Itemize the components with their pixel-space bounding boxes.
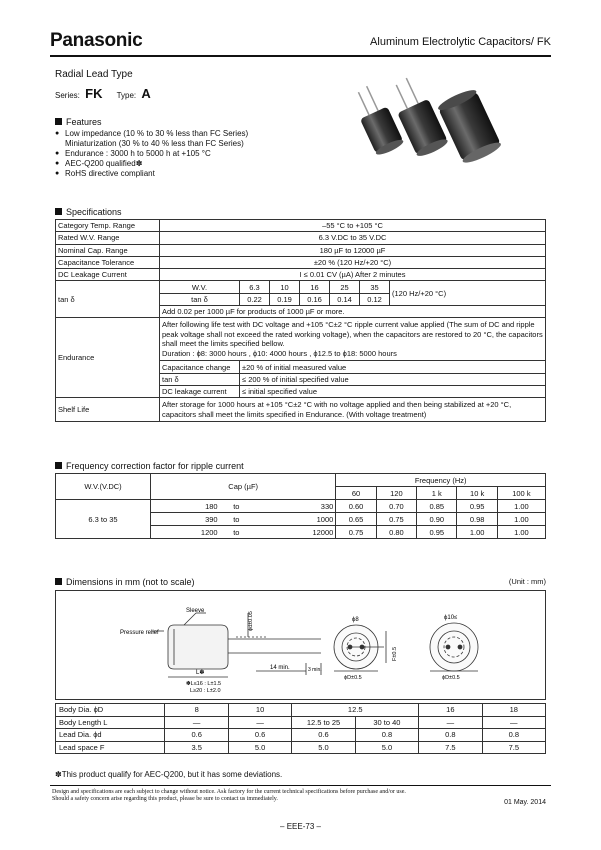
dim-cell: 5.0 — [228, 741, 291, 754]
tan-wv-cell: 16 — [300, 281, 330, 293]
dim-cell: 16 — [419, 704, 482, 717]
table-row — [56, 729, 546, 742]
endurance-key: DC leakage current — [160, 385, 240, 397]
length-tol-1: ✽L≤16 : L±1.5 — [186, 681, 222, 687]
square-bullet-icon — [55, 462, 62, 469]
lead-dia-label: ϕd±0.05 — [248, 611, 254, 631]
disclaimer-line: Should a safety concern arise regarding this product, please be sure to contact us immediately. — [52, 796, 278, 802]
tan-value-cell: 0.12 — [360, 293, 390, 305]
pressure-relief-label: Pressure relief — [120, 630, 159, 636]
shelf-text: After storage for 1000 hours at +105 °C±2 °C with no voltage applied and then being stabilized at +20 °C, capacitors shall meet the limits specified in Endurance. (With voltage treatment) — [160, 398, 546, 422]
factor-cell: 1.00 — [497, 513, 545, 526]
feature-item: ● Low impedance (10 % to 30 % less than FC Series) — [55, 129, 248, 139]
endurance-key: Capacitance change — [160, 361, 240, 373]
cap-from: 1200 — [151, 526, 220, 539]
factor-cell: 0.75 — [336, 526, 376, 539]
wv-cell: 6.3 to 35 — [56, 500, 151, 539]
cap-to-word: to — [220, 526, 253, 539]
specifications-heading: Specifications — [55, 207, 122, 217]
factor-cell: 1.00 — [497, 526, 545, 539]
tan-wv-label: W.V. — [160, 281, 240, 293]
type-value: A — [141, 86, 151, 101]
table-row — [56, 741, 546, 754]
factor-cell: 0.90 — [417, 513, 457, 526]
cap-from: 180 — [151, 500, 220, 513]
endurance-duration: Duration : ϕ8: 3000 hours , ϕ10: 4000 hours , ϕ12.5 to ϕ18: 5000 hours — [162, 348, 397, 358]
sleeve-label: Sleeve — [186, 608, 205, 614]
dim-cell: — — [165, 716, 228, 729]
spec-label: Category Temp. Range — [56, 220, 160, 232]
disclaimer-line: Design and specifications are each subject to change without notice. Ask factory for the current technical specifications before purchase and/or use. — [52, 789, 406, 795]
factor-cell: 1.00 — [457, 526, 497, 539]
min3-label: 3 min. — [308, 667, 322, 673]
dim-cell: 0.8 — [419, 729, 482, 742]
dim-cell: 30 to 40 — [355, 716, 418, 729]
row-label: Lead space F — [56, 741, 165, 754]
aec-footnote: ✽This product qualify for AEC-Q200, but it has some deviations. — [55, 770, 283, 779]
table-row — [56, 474, 546, 487]
freq-header-cell: 1 k — [417, 487, 457, 500]
brand-logo: Panasonic — [50, 30, 143, 51]
cap-to: 1000 — [253, 513, 336, 526]
cap-to-word: to — [220, 500, 253, 513]
document-title: Aluminum Electrolytic Capacitors/ FK — [370, 36, 551, 48]
factor-cell: 0.95 — [457, 500, 497, 513]
dimension-diagram — [56, 591, 545, 699]
freq-header-cell: 120 — [376, 487, 416, 500]
dim-cell: 0.6 — [292, 729, 355, 742]
cap-from: 390 — [151, 513, 220, 526]
issue-date: 01 May. 2014 — [504, 799, 546, 806]
dim-cell: — — [419, 716, 482, 729]
spec-label: Rated W.V. Range — [56, 232, 160, 244]
disclaimer — [52, 789, 406, 803]
endurance-value: ±20 % of initial measured value — [240, 361, 546, 373]
lead-space-label: F±0.5 — [392, 646, 398, 661]
tan-wv-cell: 10 — [270, 281, 300, 293]
factor-cell: 0.85 — [417, 500, 457, 513]
tan-label: tan δ — [160, 293, 240, 305]
product-subtitle: Radial Lead Type — [55, 69, 133, 80]
dim-cell: 0.8 — [355, 729, 418, 742]
dim-cell: 3.5 — [165, 741, 228, 754]
spec-value: ±20 % (120 Hz/+20 °C) — [160, 256, 546, 268]
table-row — [56, 716, 546, 729]
series-value: FK — [85, 86, 103, 101]
dim-cell: 5.0 — [292, 741, 355, 754]
col-header-wv: W.V.(V.DC) — [56, 474, 151, 500]
row-label: Body Dia. ϕD — [56, 704, 165, 717]
body-dia-label-2: ϕD±0.5 — [442, 675, 460, 681]
freq-header-cell: 60 — [336, 487, 376, 500]
dim-cell: — — [228, 716, 291, 729]
length-label: L✽ — [196, 670, 205, 676]
spec-label: Shelf Life — [56, 398, 160, 422]
dim-cell: 12.5 to 25 — [292, 716, 355, 729]
dim-cell: 7.5 — [482, 741, 545, 754]
table-row — [56, 398, 546, 422]
phi8-label: ϕ8 — [352, 617, 359, 623]
endurance-text: After following life test with DC voltage and +105 °C±2 °C ripple current value applied (The sum of DC and ripple peak voltage shall not exceed the rated working voltage), when the capacitors are restored to 20 °C, the capacitors shall meet the limits specified bellow. Duration : ϕ8: 3000 hours , ϕ10: 4000 hours , ϕ12.5 to ϕ18: 5000 hours — [160, 318, 546, 361]
dim-cell: 12.5 — [292, 704, 419, 717]
table-row — [56, 281, 546, 293]
table-row — [56, 220, 546, 232]
dim-cell: 10 — [228, 704, 291, 717]
row-label: Body Length L — [56, 716, 165, 729]
footer-rule — [50, 785, 551, 786]
phi10-label: ϕ10≤ — [444, 615, 458, 621]
dimensions-table — [55, 703, 546, 754]
factor-cell: 0.98 — [457, 513, 497, 526]
square-bullet-icon — [55, 118, 62, 125]
cap-to-word: to — [220, 513, 253, 526]
feature-item: ● Endurance : 3000 h to 5000 h at +105 °C — [55, 149, 248, 159]
frequency-table — [55, 473, 546, 539]
factor-cell: 0.60 — [336, 500, 376, 513]
spec-value: I ≤ 0.01 CV (µA) After 2 minutes — [160, 269, 546, 281]
dim-cell: 5.0 — [355, 741, 418, 754]
series-label: Series: — [55, 91, 80, 100]
feature-item: Miniaturization (30 % to 40 % less than FC Series) — [65, 139, 244, 148]
capacitor-photo — [355, 75, 505, 170]
dim-cell: 8 — [165, 704, 228, 717]
table-row — [56, 269, 546, 281]
cap-to: 12000 — [253, 526, 336, 539]
frequency-heading: Frequency correction factor for ripple current — [55, 461, 244, 471]
spec-value: 180 µF to 12000 µF — [160, 244, 546, 256]
dim-cell: — — [482, 716, 545, 729]
table-row — [56, 256, 546, 268]
spec-label: DC Leakage Current — [56, 269, 160, 281]
header-rule — [50, 55, 551, 57]
table-row — [56, 232, 546, 244]
dim-cell: 7.5 — [419, 741, 482, 754]
spec-label: Endurance — [56, 318, 160, 398]
features-list — [55, 129, 248, 179]
factor-cell: 0.65 — [336, 513, 376, 526]
tan-value-cell: 0.14 — [330, 293, 360, 305]
tan-wv-cell: 25 — [330, 281, 360, 293]
endurance-key: tan δ — [160, 373, 240, 385]
table-row — [56, 318, 546, 361]
factor-cell: 0.75 — [376, 513, 416, 526]
unit-label: (Unit : mm) — [508, 577, 546, 586]
dim-cell: 18 — [482, 704, 545, 717]
tan-condition: (120 Hz/+20 °C) — [390, 281, 546, 306]
row-label: Lead Dia. ϕd — [56, 729, 165, 742]
cap-to: 330 — [253, 500, 336, 513]
spec-value: –55 °C to +105 °C — [160, 220, 546, 232]
dimension-drawing — [55, 590, 546, 700]
body-dia-label: ϕD±0.5 — [344, 675, 362, 681]
spec-label: Capacitance Tolerance — [56, 256, 160, 268]
tan-value-cell: 0.19 — [270, 293, 300, 305]
freq-header-cell: 10 k — [457, 487, 497, 500]
length-tol-2: L≥20 : L±2.0 — [190, 688, 221, 694]
factor-cell: 0.80 — [376, 526, 416, 539]
factor-cell: 0.95 — [417, 526, 457, 539]
tan-value-cell: 0.22 — [240, 293, 270, 305]
min14-label: 14 min. — [270, 665, 290, 671]
spec-label: tan δ — [56, 281, 160, 318]
square-bullet-icon — [55, 578, 62, 585]
table-row — [56, 500, 546, 513]
tan-wv-cell: 35 — [360, 281, 390, 293]
table-row — [56, 704, 546, 717]
dim-cell: 0.8 — [482, 729, 545, 742]
factor-cell: 0.70 — [376, 500, 416, 513]
type-label: Type: — [116, 91, 137, 100]
spec-value: 6.3 V.DC to 35 V.DC — [160, 232, 546, 244]
tan-value-cell: 0.16 — [300, 293, 330, 305]
specifications-table — [55, 219, 546, 422]
features-section — [55, 117, 248, 179]
series-line — [55, 86, 163, 101]
dimensions-heading: Dimensions in mm (not to scale) — [55, 577, 195, 587]
col-header-frequency: Frequency (Hz) — [336, 474, 546, 487]
spec-label: Nominal Cap. Range — [56, 244, 160, 256]
square-bullet-icon — [55, 208, 62, 215]
page-number: – EEE-73 – — [280, 822, 321, 831]
col-header-cap: Cap (µF) — [151, 474, 336, 500]
tan-note: Add 0.02 per 1000 µF for products of 1000 µF or more. — [160, 306, 546, 318]
dim-cell: 0.6 — [228, 729, 291, 742]
endurance-value: ≤ 200 % of initial specified value — [240, 373, 546, 385]
features-heading: Features — [55, 117, 248, 127]
factor-cell: 1.00 — [497, 500, 545, 513]
feature-item: ● RoHS directive compliant — [55, 169, 248, 179]
endurance-value: ≤ initial specified value — [240, 385, 546, 397]
dim-cell: 0.6 — [165, 729, 228, 742]
freq-header-cell: 100 k — [497, 487, 545, 500]
table-row — [56, 244, 546, 256]
feature-item: ● AEC-Q200 qualified✽ — [55, 159, 248, 169]
tan-wv-cell: 6.3 — [240, 281, 270, 293]
